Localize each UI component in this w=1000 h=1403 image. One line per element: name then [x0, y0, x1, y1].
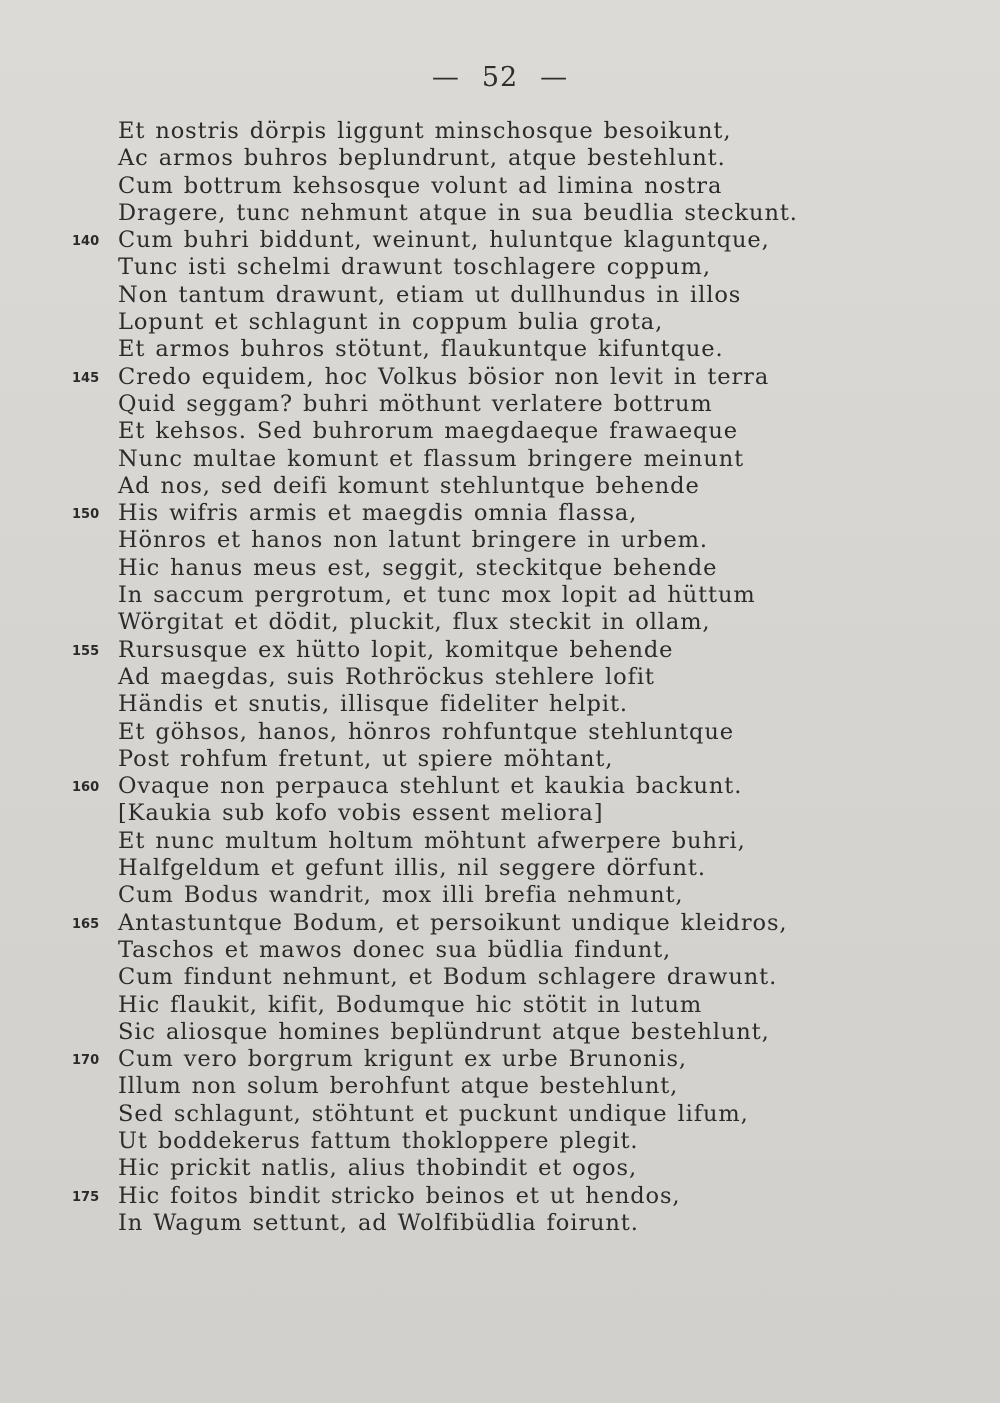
- verse-line: [0, 910, 1000, 937]
- verse-text: Nunc multae komunt et flassum bringere meinunt: [118, 445, 745, 472]
- verse-text: Hic hanus meus est, seggit, steckitque behende: [118, 554, 718, 581]
- verse-line: [0, 882, 1000, 909]
- verse-text: Hic prickit natlis, alius thobindit et ogos,: [118, 1155, 638, 1182]
- verse-text: Tunc isti schelmi drawunt toschlagere coppum,: [118, 254, 711, 281]
- verse-line: [0, 555, 1000, 582]
- verse-line: [0, 609, 1000, 636]
- verse-line: [0, 637, 1000, 664]
- verse-text: Sed schlagunt, stöhtunt et puckunt undique lifum,: [118, 1100, 749, 1127]
- verse-text: Et kehsos. Sed buhrorum maegdaeque frawaeque: [118, 418, 738, 445]
- verse-text: In saccum pergrotum, et tunc mox lopit ad hüttum: [118, 582, 756, 609]
- verse-line: [0, 1155, 1000, 1182]
- verse-text: Ad maegdas, suis Rothröckus stehlere lofit: [118, 663, 655, 690]
- verse-line: [0, 1128, 1000, 1155]
- verse-line: [0, 391, 1000, 418]
- verse-line: [0, 473, 1000, 500]
- verse-line: [0, 855, 1000, 882]
- verse-line: [0, 992, 1000, 1019]
- verse-line: [0, 773, 1000, 800]
- verse-line: [0, 364, 1000, 391]
- verse-line: [0, 1019, 1000, 1046]
- verse-line: [0, 227, 1000, 254]
- verse-line: [0, 282, 1000, 309]
- verse-text: Wörgitat et dödit, pluckit, flux steckit in ollam,: [118, 609, 711, 636]
- line-number: 170: [72, 1053, 100, 1069]
- verse-line: [0, 828, 1000, 855]
- verse-line: [0, 1101, 1000, 1128]
- verse-line: [0, 336, 1000, 363]
- verse-line: [0, 664, 1000, 691]
- line-number: 155: [72, 643, 100, 659]
- verse-line: [0, 118, 1000, 145]
- verse-line: [0, 446, 1000, 473]
- verse-line: [0, 527, 1000, 554]
- verse-text: Post rohfum fretunt, ut spiere möhtant,: [118, 745, 614, 772]
- page-number-header: [0, 62, 1000, 93]
- verse-line: [0, 800, 1000, 827]
- verse-text: Ad nos, sed deifi komunt stehluntque behende: [118, 472, 700, 499]
- verse-text: Rursusque ex hütto lopit, komitque behende: [118, 636, 674, 663]
- verse-line: [0, 254, 1000, 281]
- verse-text: Halfgeldum et gefunt illis, nil seggere dörfunt.: [118, 855, 706, 882]
- dash-right: —: [540, 62, 569, 93]
- verse-text: Ovaque non perpauca stehlunt et kaukia backunt.: [118, 773, 743, 800]
- verse-block: [0, 118, 1000, 1237]
- verse-line: [0, 500, 1000, 527]
- verse-text: Et göhsos, hanos, hönros rohfuntque stehluntque: [118, 718, 734, 745]
- page-number: 52: [481, 62, 519, 93]
- verse-line: [0, 1210, 1000, 1237]
- line-number: 175: [72, 1189, 100, 1205]
- line-number: 150: [72, 507, 100, 523]
- verse-text: Ac armos buhros beplundrunt, atque bestehlunt.: [118, 145, 726, 172]
- verse-text: Dragere, tunc nehmunt atque in sua beudlia steckunt.: [118, 199, 798, 226]
- verse-text: Cum Bodus wandrit, mox illi brefia nehmunt,: [118, 882, 684, 909]
- verse-text: His wifris armis et maegdis omnia flassa,: [118, 500, 638, 527]
- verse-line: [0, 200, 1000, 227]
- verse-text: Ut boddekerus fattum thokloppere plegit.: [118, 1127, 639, 1154]
- verse-text: Cum vero borgrum krigunt ex urbe Brunonis,: [118, 1046, 687, 1073]
- verse-line: [0, 418, 1000, 445]
- line-number: 160: [72, 780, 100, 796]
- verse-line: [0, 719, 1000, 746]
- dash-left: —: [431, 62, 460, 93]
- verse-line: [0, 746, 1000, 773]
- verse-text: Credo equidem, hoc Volkus bösior non levit in terra: [118, 363, 770, 390]
- verse-line: [0, 1046, 1000, 1073]
- verse-text: Lopunt et schlagunt in coppum bulia grota,: [118, 309, 664, 336]
- verse-line: [0, 964, 1000, 991]
- verse-text: Et nunc multum holtum möhtunt afwerpere buhri,: [118, 827, 746, 854]
- verse-line: [0, 173, 1000, 200]
- verse-text: Quid seggam? buhri möthunt verlatere bottrum: [118, 390, 713, 417]
- verse-text: In Wagum settunt, ad Wolfibüdlia foirunt.: [118, 1209, 639, 1236]
- verse-line: [0, 145, 1000, 172]
- verse-text: Et armos buhros stötunt, flaukuntque kifuntque.: [118, 336, 724, 363]
- verse-text: Cum buhri biddunt, weinunt, huluntque klaguntque,: [118, 227, 770, 254]
- verse-text: Non tantum drawunt, etiam ut dullhundus in illos: [118, 281, 742, 308]
- verse-line: [0, 1183, 1000, 1210]
- verse-line: [0, 582, 1000, 609]
- verse-text: [Kaukia sub kofo vobis essent meliora]: [118, 800, 604, 827]
- verse-text: Hic foitos bindit stricko beinos et ut hendos,: [118, 1182, 681, 1209]
- line-number: 145: [72, 370, 100, 386]
- verse-text: Cum findunt nehmunt, et Bodum schlagere drawunt.: [118, 964, 778, 991]
- verse-text: Hönros et hanos non latunt bringere in urbem.: [118, 527, 708, 554]
- verse-text: Sic aliosque homines beplündrunt atque bestehlunt,: [118, 1018, 770, 1045]
- verse-text: Hic flaukit, kifit, Bodumque hic stötit in lutum: [118, 991, 703, 1018]
- verse-line: [0, 1073, 1000, 1100]
- verse-text: Cum bottrum kehsosque volunt ad limina nostra: [118, 172, 723, 199]
- verse-text: Taschos et mawos donec sua büdlia findunt,: [118, 936, 672, 963]
- verse-text: Illum non solum berohfunt atque bestehlunt,: [118, 1073, 679, 1100]
- verse-line: [0, 691, 1000, 718]
- verse-text: Antastuntque Bodum, et persoikunt undique kleidros,: [118, 909, 788, 936]
- line-number: 165: [72, 916, 100, 932]
- line-number: 140: [72, 234, 100, 250]
- verse-line: [0, 937, 1000, 964]
- verse-text: Händis et snutis, illisque fideliter helpit.: [118, 691, 628, 718]
- verse-line: [0, 309, 1000, 336]
- verse-text: Et nostris dörpis liggunt minschosque besoikunt,: [118, 118, 732, 144]
